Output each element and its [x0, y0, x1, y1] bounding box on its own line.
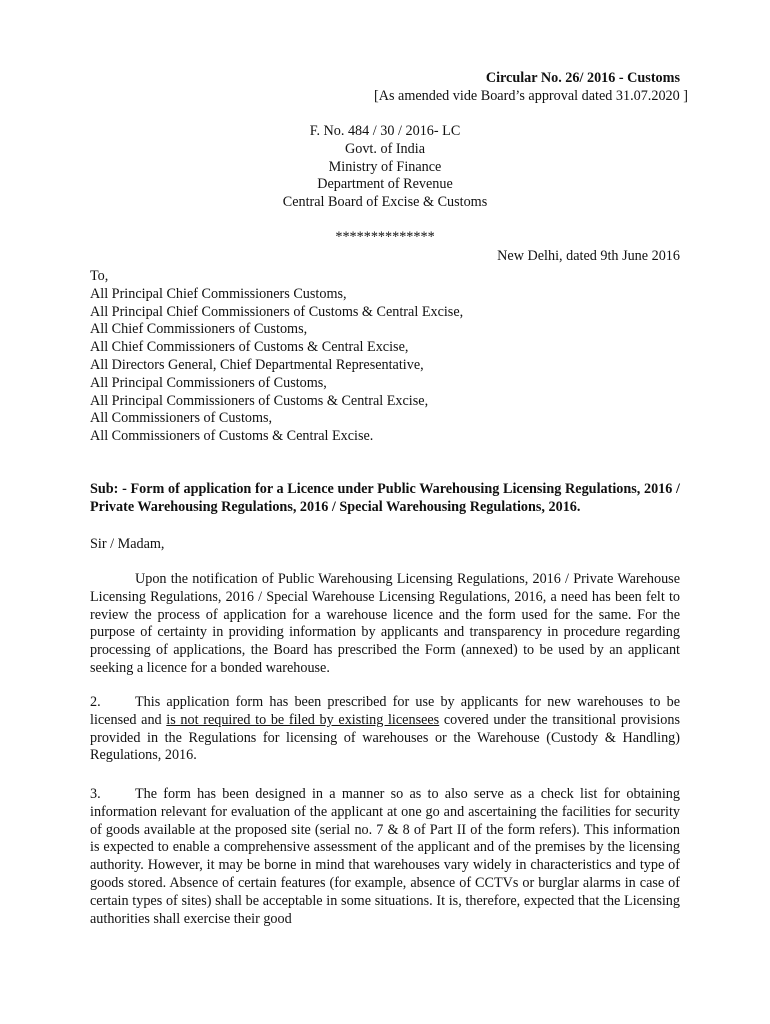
addressee-line: All Principal Chief Commissioners of Customs & Central Excise,: [90, 303, 464, 320]
addressee-line: All Principal Chief Commissioners Customs,: [90, 285, 347, 302]
file-number: F. No. 484 / 30 / 2016- LC: [309, 123, 461, 139]
board-line: Central Board of Excise & Customs: [282, 194, 488, 211]
file-reference-block: [180, 123, 590, 212]
paragraph-2-underlined-text: is not required to be filed by existing licensees: [166, 711, 440, 728]
addressee-line: All Chief Commissioners of Customs,: [90, 321, 308, 338]
paragraph-1: Upon the notification of Public Warehousing Licensing Regulations, 2016 / Private Warehouse Licensing Regulations, 2016 / Special Warehouse Licensing Regulations, 2016, a need has been felt to review the process of application for a warehouse licence and the form used for the same. For the purpose of certainty in providing information by applicants and transparency in procedure regarding processing of applications, the Board has prescribed the Form (annexed) to be used by an applicant seeking a licence for a bonded warehouse.: [90, 571, 680, 676]
dateline: New Delhi, dated 9th June 2016: [497, 248, 680, 264]
to-line: To,: [90, 268, 109, 284]
paragraph-2: [90, 694, 680, 765]
government-line: Govt. of India: [345, 140, 425, 157]
addressee-line: All Commissioners of Customs,: [90, 410, 273, 427]
addressee-line: All Directors General, Chief Departmental Representative,: [90, 356, 424, 373]
salutation: Sir / Madam,: [90, 536, 165, 552]
paragraph-3-number: 3.: [90, 786, 101, 802]
ministry-line: Ministry of Finance: [328, 158, 442, 175]
paragraph-2-text: This application form has been prescribed for use by applicants for new warehouses to be licensed and: [90, 694, 680, 728]
addressee-line: All Principal Commissioners of Customs & Central Excise,: [90, 392, 429, 409]
subject-line: Sub: - Form of application for a Licence under Public Warehousing Licensing Regulations, 2016 / Private Warehousing Regulations, 2016 / Special Warehousing Regulations, 2016.: [90, 481, 680, 515]
separator-stars: **************: [335, 229, 435, 245]
addressee-line: All Commissioners of Customs & Central Excise.: [90, 428, 374, 445]
addressee-list: [90, 268, 680, 446]
paragraph-2-number: 2.: [90, 694, 101, 710]
amendment-note: [As amended vide Board’s approval dated 31.07.2020 ]: [373, 88, 688, 104]
circular-number: Circular No. 26/ 2016 - Customs: [485, 70, 680, 86]
department-line: Department of Revenue: [317, 176, 453, 193]
paragraph-3: [90, 786, 680, 928]
addressee-line: All Chief Commissioners of Customs & Central Excise,: [90, 339, 409, 356]
addressee-line: All Principal Commissioners of Customs,: [90, 374, 327, 391]
paragraph-3-text: The form has been designed in a manner so as to also serve as a check list for obtaining information relevant for evaluation of the applicant at one go and ascertaining the facilities for security of goods available at the proposed site (serial no. 7 & 8 of Part II of the form refers). This information is expected to enable a comprehensive assessment of the applicant and of the premises by the licensing authority. However, it may be borne in mind that warehouses vary widely in characteristics and type of goods stored. Absence of certain features (for example, absence of CCTVs or burglar alarms in case of certain types of sites) shall be acceptable in some situations. It is, therefore, expected that the Licensing authorities shall exercise their good: [90, 786, 680, 927]
paragraph-2-text-end: covered under the transitional provisions provided in the Regulations for licensing of warehouses or the Warehouse (Custody & Handling) Regulations, 2016.: [90, 711, 680, 764]
